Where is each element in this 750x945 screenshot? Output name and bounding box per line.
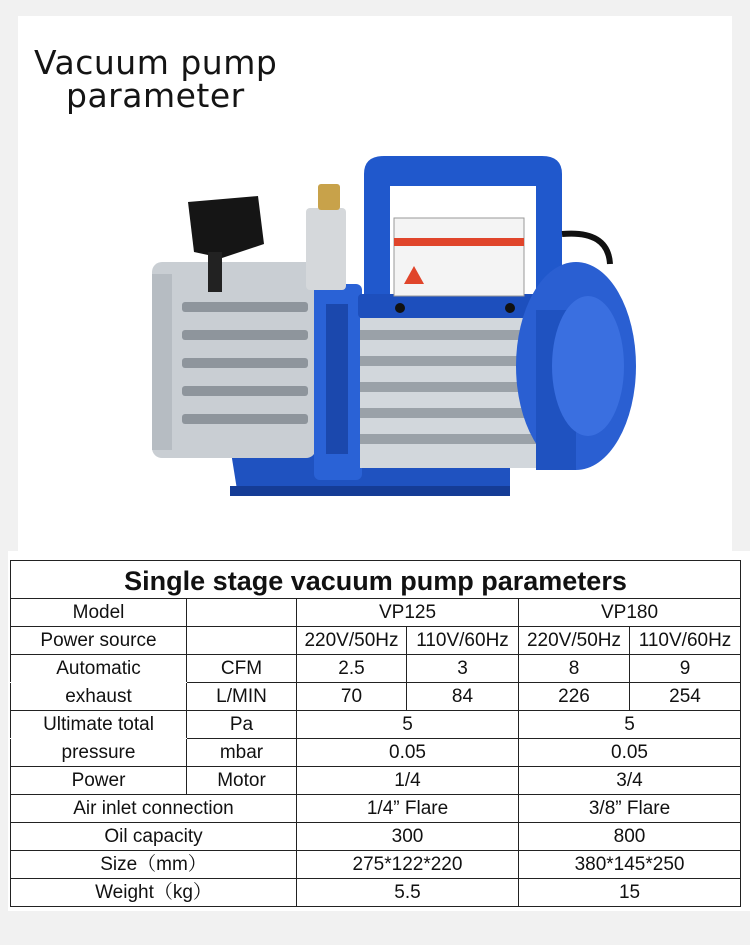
power-vp125: 1/4: [297, 767, 519, 795]
label-exhaust: exhaust: [11, 683, 187, 711]
table-row-oil-capacity: [11, 823, 741, 851]
warning-label: [394, 218, 524, 296]
label-weight: Weight（kg）: [11, 879, 297, 907]
table-row-model: [11, 599, 741, 627]
unit-mbar: mbar: [187, 739, 297, 767]
label-power: Power: [11, 767, 187, 795]
lmin-value: 254: [630, 683, 741, 711]
table-row-pa: [11, 711, 741, 739]
unit-cfm: CFM: [187, 655, 297, 683]
size-vp125: 275*122*220: [297, 851, 519, 879]
weight-vp180: 15: [519, 879, 741, 907]
power-source-vp180-a: 220V/50Hz: [519, 627, 630, 655]
lmin-value: 84: [407, 683, 519, 711]
mbar-vp125: 0.05: [297, 739, 519, 767]
air-inlet-vp180: 3/8” Flare: [519, 795, 741, 823]
model-vp125: VP125: [297, 599, 519, 627]
power-source-vp125-b: 110V/60Hz: [407, 627, 519, 655]
table-heading: Single stage vacuum pump parameters: [11, 561, 741, 599]
power-cord: [562, 234, 610, 264]
table-row-power-source: [11, 627, 741, 655]
vacuum-pump-image: [138, 134, 638, 504]
mbar-vp180: 0.05: [519, 739, 741, 767]
label-air-inlet: Air inlet connection: [11, 795, 297, 823]
power-source-vp180-b: 110V/60Hz: [630, 627, 741, 655]
pa-vp125: 5: [297, 711, 519, 739]
oil-capacity-vp125: 300: [297, 823, 519, 851]
power-source-unit-cell: [187, 627, 297, 655]
label-oil-capacity: Oil capacity: [11, 823, 297, 851]
model-unit-cell: [187, 599, 297, 627]
label-automatic: Automatic: [11, 655, 187, 683]
pa-vp180: 5: [519, 711, 741, 739]
label-size: Size（mm）: [11, 851, 297, 879]
oil-capacity-vp180: 800: [519, 823, 741, 851]
parameter-table: [10, 560, 741, 907]
label-ultimate-total: Ultimate total: [11, 711, 187, 739]
page-title-line1: Vacuum pump: [34, 43, 278, 82]
cfm-value: 3: [407, 655, 519, 683]
unit-motor: Motor: [187, 767, 297, 795]
unit-pa: Pa: [187, 711, 297, 739]
cfm-value: 2.5: [297, 655, 407, 683]
lmin-value: 226: [519, 683, 630, 711]
label-pressure: pressure: [11, 739, 187, 767]
page-title: [34, 43, 278, 115]
cfm-value: 8: [519, 655, 630, 683]
label-model: Model: [11, 599, 187, 627]
size-vp180: 380*145*250: [519, 851, 741, 879]
brass-inlet: [318, 184, 340, 210]
product-photo-card: [18, 16, 732, 556]
cfm-value: 9: [630, 655, 741, 683]
power-plug: [188, 196, 264, 258]
unit-lmin: L/MIN: [187, 683, 297, 711]
lmin-value: 70: [297, 683, 407, 711]
table-row-size: [11, 851, 741, 879]
table-header-row: [11, 561, 741, 599]
table-row-lmin: [11, 683, 741, 711]
page-title-line2: parameter: [66, 76, 245, 115]
table-row-weight: [11, 879, 741, 907]
table-row-air-inlet: [11, 795, 741, 823]
table-row-cfm: [11, 655, 741, 683]
weight-vp125: 5.5: [297, 879, 519, 907]
power-source-vp125-a: 220V/50Hz: [297, 627, 407, 655]
label-power-source: Power source: [11, 627, 187, 655]
air-inlet-vp125: 1/4” Flare: [297, 795, 519, 823]
table-row-power: [11, 767, 741, 795]
inlet-fitting: [306, 208, 346, 290]
model-vp180: VP180: [519, 599, 741, 627]
table-row-mbar: [11, 739, 741, 767]
power-vp180: 3/4: [519, 767, 741, 795]
